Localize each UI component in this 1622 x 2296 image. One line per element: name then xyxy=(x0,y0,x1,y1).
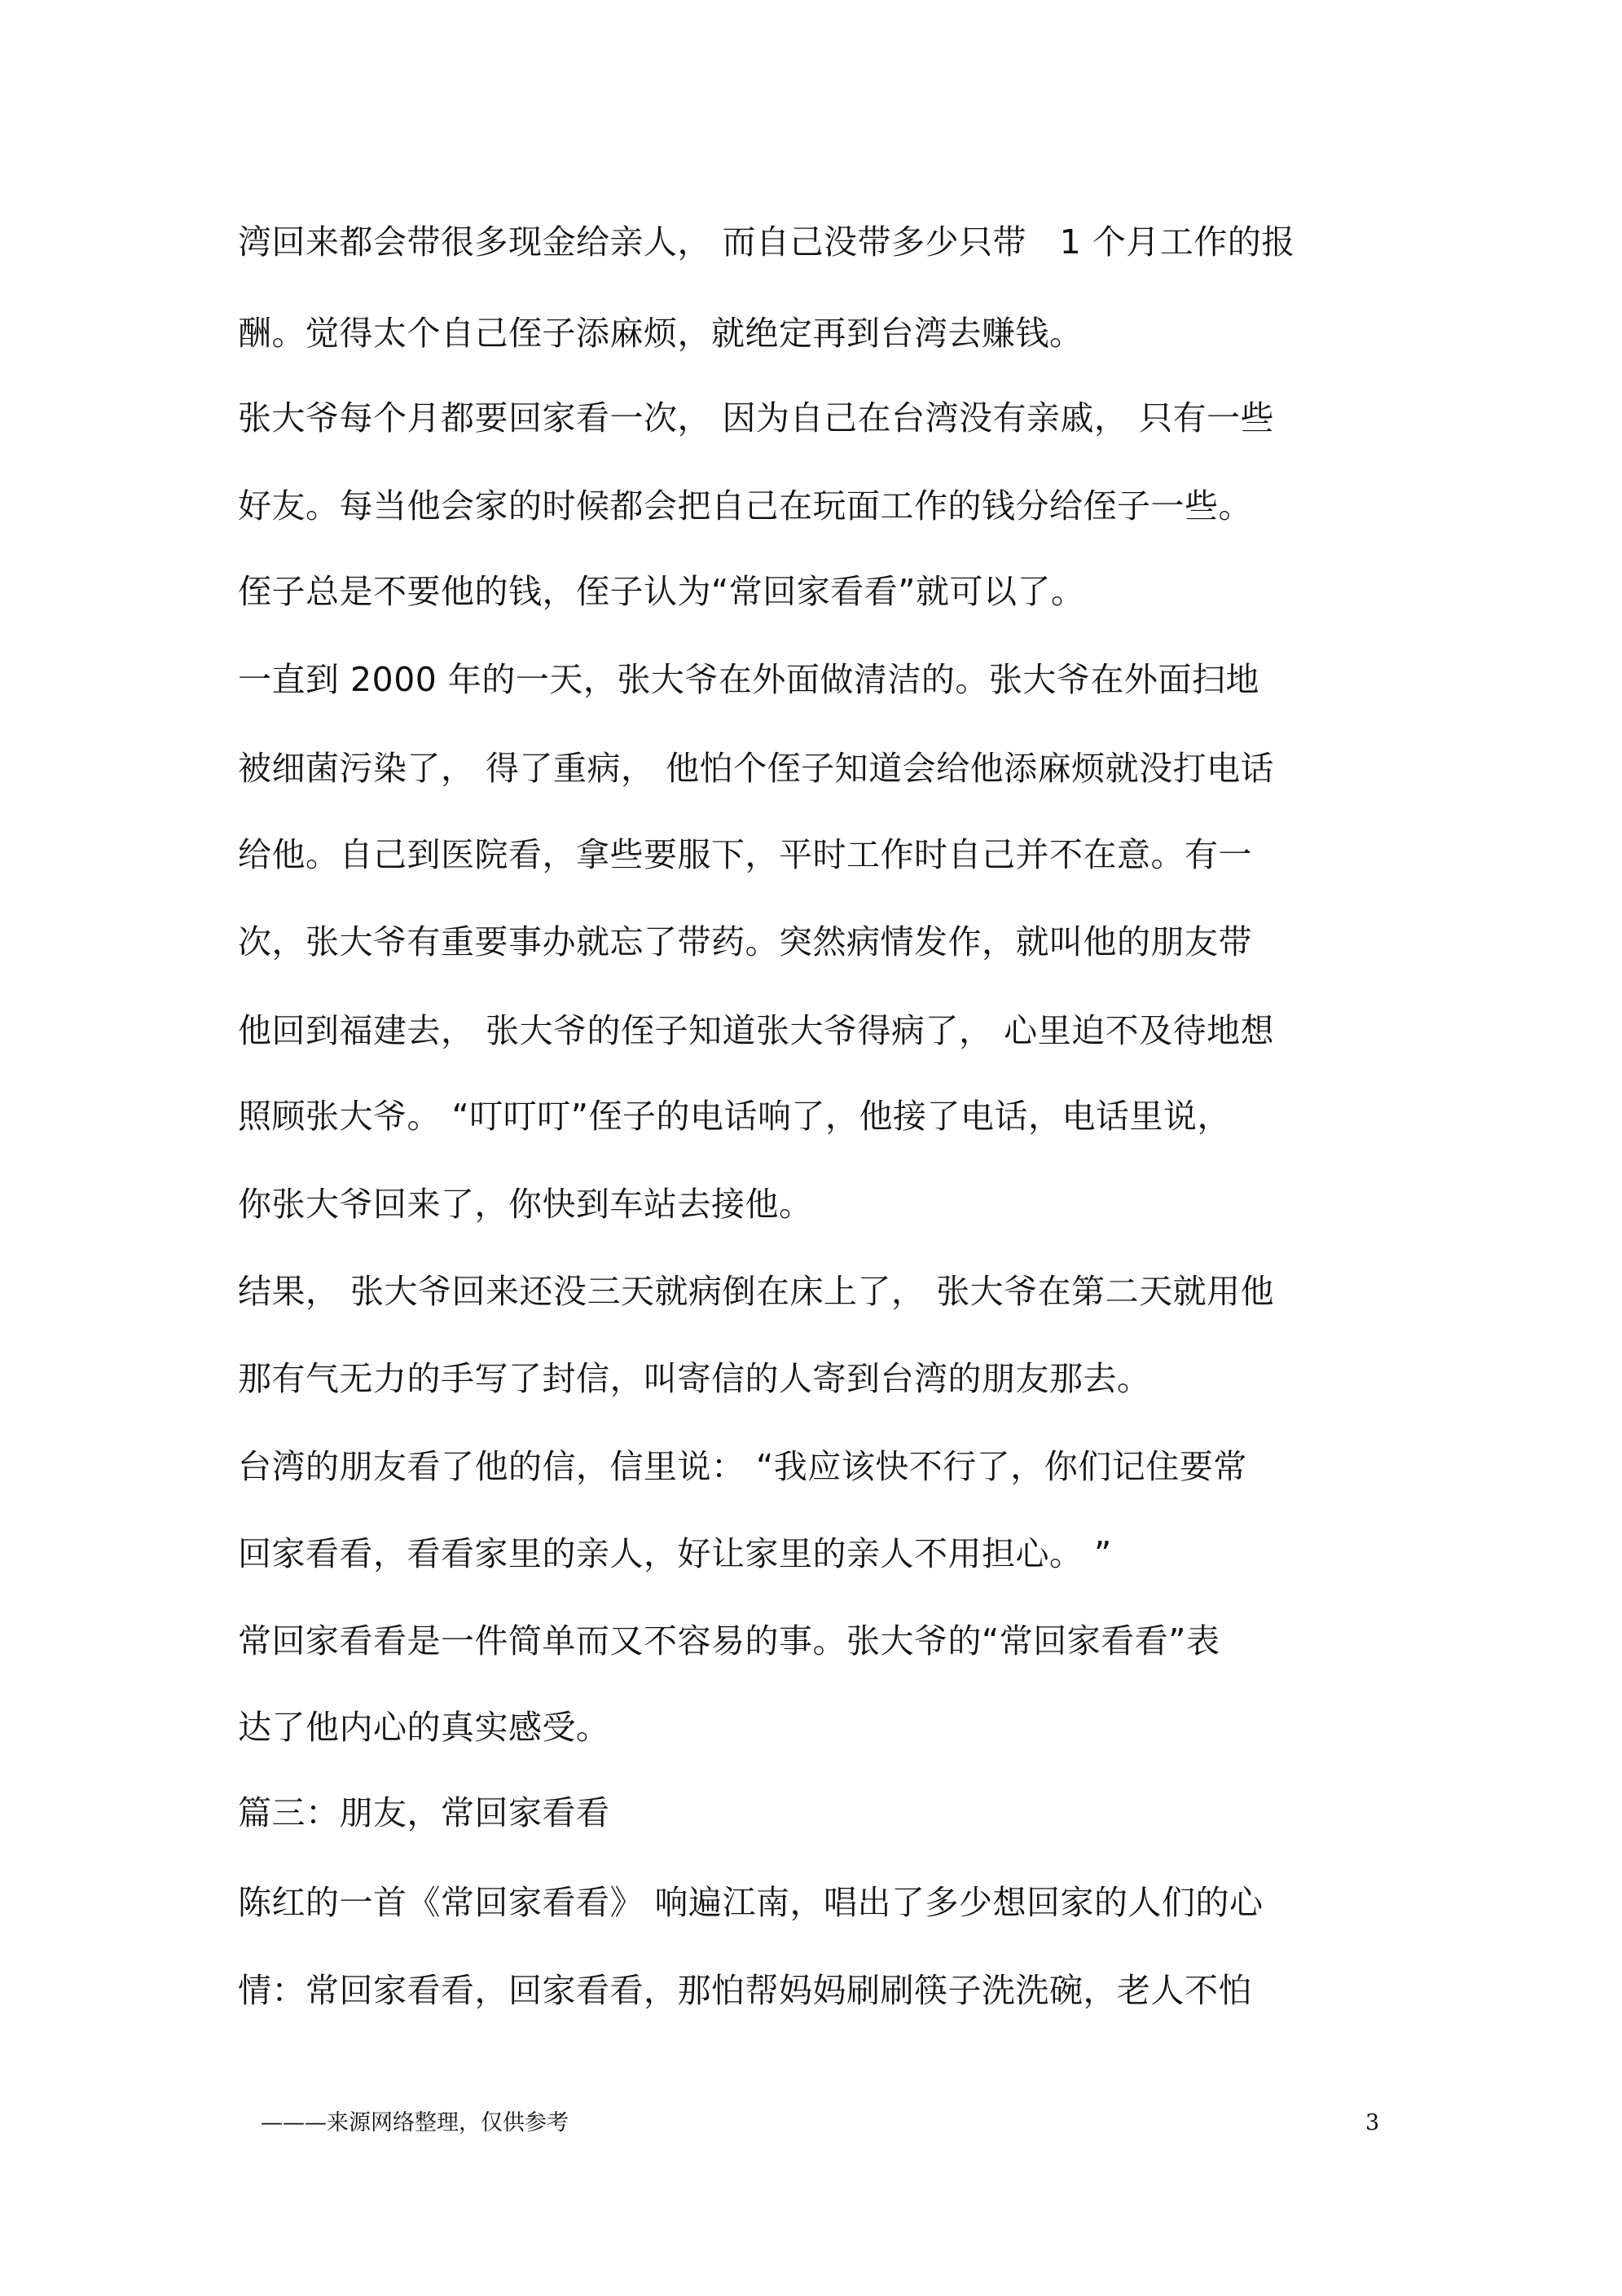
text-line: 达了他内心的真实感受。 xyxy=(238,1708,610,1747)
text-line: 张大爷每个月都要回家看一次， 因为自己在台湾没有亲戚， 只有一些 xyxy=(238,398,1275,438)
text-line: 那有气无力的手写了封信，叫寄信的人寄到台湾的朋友那去。 xyxy=(238,1359,1151,1398)
text-line: 他回到福建去， 张大爷的侄子知道张大爷得病了， 心里迫不及待地想 xyxy=(238,1011,1275,1050)
text-line: 湾回来都会带很多现金给亲人， 而自己没带多少只带 1 个月工作的报 xyxy=(238,222,1295,262)
text-line: 情：常回家看看，回家看看，那怕帮妈妈刷刷筷子洗洗碗，老人不怕 xyxy=(238,1971,1252,2010)
text-line: 一直到 2000 年的一天，张大爷在外面做清洁的。张大爷在外面扫地 xyxy=(238,660,1259,699)
text-line: 你张大爷回来了，你快到车站去接他。 xyxy=(238,1185,813,1224)
text-line: 常回家看看是一件简单而又不容易的事。张大爷的“常回家看看”表 xyxy=(238,1621,1220,1660)
text-line: 酬。觉得太个自己侄子添麻烦，就绝定再到台湾去赚钱。 xyxy=(238,314,1084,353)
text-line: 回家看看，看看家里的亲人，好让家里的亲人不用担心。 ” xyxy=(238,1534,1112,1573)
text-line: 台湾的朋友看了他的信，信里说： “我应该快不行了，你们记住要常 xyxy=(238,1447,1247,1486)
text-line: 好友。每当他会家的时候都会把自己在玩面工作的钱分给侄子一些。 xyxy=(238,486,1252,526)
text-line: 侄子总是不要他的钱，侄子认为“常回家看看”就可以了。 xyxy=(238,572,1085,611)
text-line: 照顾张大爷。 “叮叮叮”侄子的电话响了，他接了电话，电话里说， xyxy=(238,1097,1232,1136)
text-line: 给他。自己到医院看，拿些要服下，平时工作时自己并不在意。有一 xyxy=(238,835,1252,874)
text-line: 被细菌污染了， 得了重病， 他怕个侄子知道会给他添麻烦就没打电话 xyxy=(238,749,1275,788)
page-number: 3 xyxy=(1365,2110,1380,2135)
text-line: 结果， 张大爷回来还没三天就病倒在床上了， 张大爷在第二天就用他 xyxy=(238,1272,1275,1311)
text-line: 陈红的一首《常回家看看》 响遍江南，唱出了多少想回家的人们的心 xyxy=(238,1883,1264,1922)
text-line: 次，张大爷有重要事办就忘了带药。突然病情发作，就叫他的朋友带 xyxy=(238,922,1252,961)
footer-source: ———来源网络整理，仅供参考 xyxy=(261,2110,569,2135)
section-heading: 篇三：朋友，常回家看看 xyxy=(238,1793,610,1832)
